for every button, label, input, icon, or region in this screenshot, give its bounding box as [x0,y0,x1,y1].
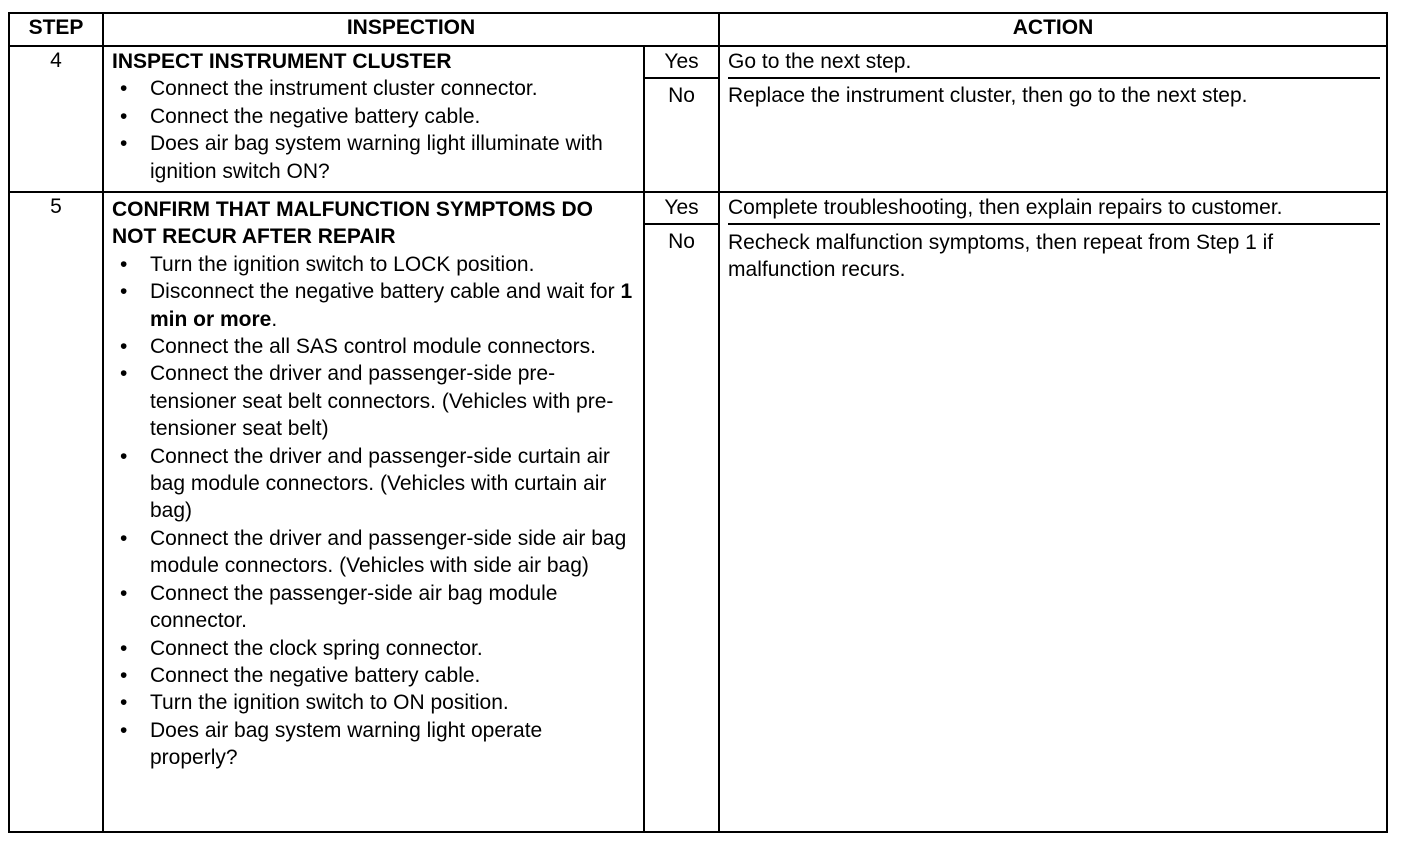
yes-label: Yes [645,193,718,225]
list-item: • Connect the negative battery cable. [150,103,635,130]
yes-action: Go to the next step. [728,47,1380,79]
inspection-list [112,251,635,772]
list-item: • Connect the instrument cluster connector. [150,75,635,102]
inspection-list [112,75,635,185]
yes-label: Yes [645,47,718,79]
list-item: • Connect the all SAS control module connectors. [150,333,635,360]
no-action: Recheck malfunction symptoms, then repeat from Step 1 if malfunction recurs. [728,231,1274,282]
troubleshooting-table [8,12,1388,833]
action-cell [719,192,1387,832]
header-row [9,13,1387,46]
inspection-header: INSPECTION [103,13,719,46]
inspection-title: INSPECT INSTRUMENT CLUSTER [112,50,452,73]
step-number: 5 [9,192,103,832]
list-item [150,278,635,333]
inspection-cell [103,192,644,832]
no-label: No [668,230,695,253]
list-item: • Does air bag system warning light illuminate with ignition switch ON? [150,130,635,185]
list-item: • Turn the ignition switch to ON position. [150,689,635,716]
yes-no-cell [644,192,719,832]
list-item: • Connect the driver and passenger-side curtain air bag module connectors. (Vehicles with curtain air bag) [150,443,635,525]
wait-end: . [271,307,278,331]
step-number: 4 [9,46,103,192]
table-row [9,192,1387,832]
list-item: • Connect the clock spring connector. [150,635,635,662]
list-item: • Connect the driver and passenger-side side air bag module connectors. (Vehicles with side air bag) [150,525,635,580]
list-item: • Connect the negative battery cable. [150,662,635,689]
action-header: ACTION [719,13,1387,46]
yes-no-cell [644,46,719,192]
list-item: • Does air bag system warning light operate properly? [150,717,635,772]
list-item-text: Disconnect the negative battery cable and wait for [150,280,615,304]
wait-time: 1 min or more [150,280,633,331]
list-item: • Connect the passenger-side air bag module connector. [150,580,635,635]
no-action: Replace the instrument cluster, then go to the next step. [728,84,1248,107]
no-label: No [668,84,695,107]
table-row [9,46,1387,192]
list-item: • Turn the ignition switch to LOCK position. [150,251,635,278]
action-cell [719,46,1387,192]
inspection-cell [103,46,644,192]
yes-action: Complete troubleshooting, then explain repairs to customer. [728,193,1380,225]
list-item: • Connect the driver and passenger-side pre-tensioner seat belt connectors. (Vehicles with pre-tensioner seat belt) [150,360,635,442]
step-header: STEP [9,13,103,46]
inspection-title: CONFIRM THAT MALFUNCTION SYMPTOMS DO NOT RECUR AFTER REPAIR [112,198,594,249]
